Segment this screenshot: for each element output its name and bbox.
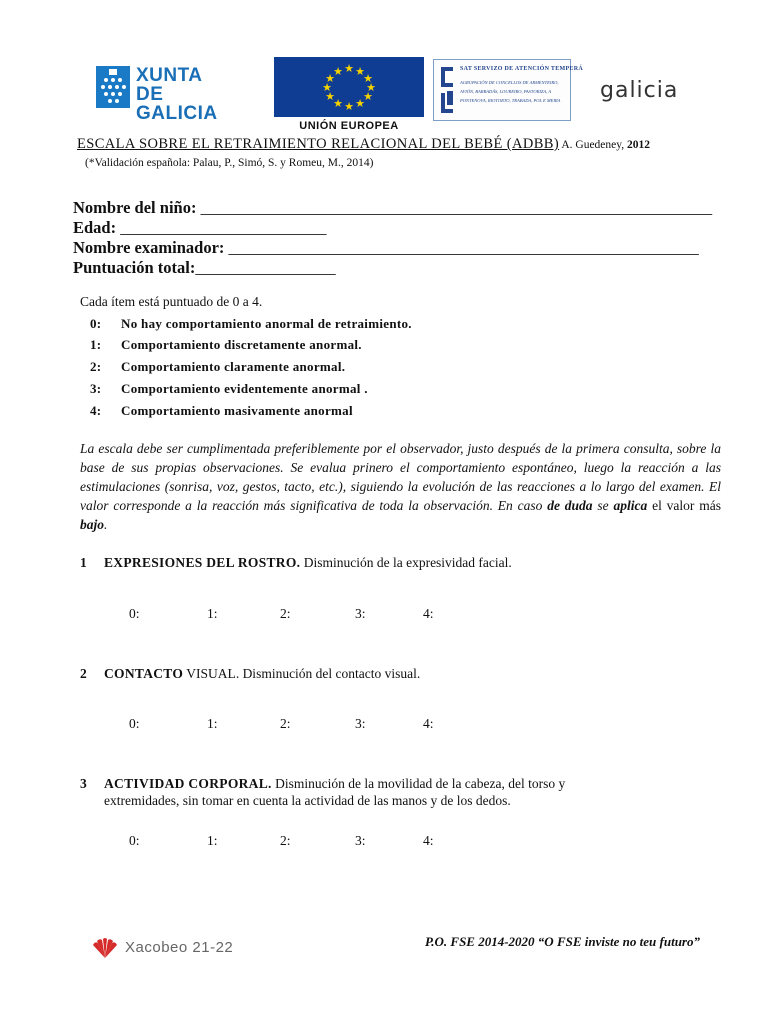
child-name-label: Nombre del niño: xyxy=(73,198,197,217)
total-score-blank[interactable]: _________________ xyxy=(195,258,336,277)
svg-text:★: ★ xyxy=(366,81,376,94)
score-option-3[interactable]: 3: xyxy=(355,716,366,731)
score-option-2[interactable]: 2: xyxy=(280,833,291,848)
item-number: 1 xyxy=(80,555,87,570)
xunta-logo xyxy=(96,65,246,124)
total-score-field[interactable] xyxy=(73,258,336,278)
title-main: ESCALA SOBRE EL RETRAIMIENTO RELACIONAL DEL BEBÉ (ADBB) xyxy=(77,136,560,152)
item-body-activity xyxy=(80,775,688,809)
eu-logo xyxy=(274,57,424,134)
item-description: . Disminución del contacto visual. xyxy=(235,666,421,681)
svg-text:★: ★ xyxy=(333,97,343,110)
score-option-2[interactable]: 2: xyxy=(280,716,291,731)
item-description: Disminución de la expresividad facial. xyxy=(300,555,512,570)
svg-text:★: ★ xyxy=(363,72,373,85)
child-name-blank[interactable]: ______________________________________________________________ xyxy=(196,198,713,217)
level-text: Comportamiento evidentemente anormal . xyxy=(121,381,368,396)
score-option-1[interactable]: 1: xyxy=(207,606,218,621)
score-option-3[interactable]: 3: xyxy=(355,833,366,848)
xunta-line1: XUNTA xyxy=(136,65,203,86)
eu-caption: UNIÓN EUROPEA xyxy=(299,120,399,132)
score-option-0[interactable]: 0: xyxy=(129,606,140,621)
score-option-4[interactable]: 4: xyxy=(423,606,434,621)
svg-text:★: ★ xyxy=(333,65,343,78)
level-row xyxy=(90,337,362,353)
item-facial-expressions xyxy=(80,554,688,571)
age-field[interactable] xyxy=(73,218,326,238)
item-number: 2 xyxy=(80,666,87,681)
level-text: Comportamiento claramente anormal. xyxy=(121,359,346,374)
score-option-4[interactable]: 4: xyxy=(423,833,434,848)
item-description: Disminución de la movilidad de la cabeza, del torso y xyxy=(271,776,566,791)
item-eye-contact xyxy=(80,665,688,682)
level-number: 2: xyxy=(90,359,102,374)
sat-title: SAT SERVIZO DE ATENCIÓN TEMPERÁ xyxy=(460,66,584,72)
item-name: ACTIVIDAD CORPORAL. xyxy=(104,776,272,791)
instructions-paragraph xyxy=(80,439,721,534)
svg-text:★: ★ xyxy=(344,62,354,75)
level-row xyxy=(90,403,353,419)
svg-text:★: ★ xyxy=(325,90,335,103)
xunta-shield-icon xyxy=(96,66,130,108)
score-option-3[interactable]: 3: xyxy=(355,606,366,621)
level-row xyxy=(90,316,412,332)
level-text: No hay comportamiento anormal de retraimiento. xyxy=(121,316,412,331)
eu-flag-icon xyxy=(274,57,424,117)
level-row xyxy=(90,381,368,397)
score-options[interactable] xyxy=(0,833,768,851)
instructions-bold-apply: aplica xyxy=(613,498,648,513)
sat-logo xyxy=(433,59,584,121)
child-name-field[interactable] xyxy=(73,198,712,218)
xunta-line2: DE GALICIA xyxy=(136,84,218,124)
svg-text:★: ★ xyxy=(363,90,373,103)
sat-lines: AGRUPACIÓN DE CONCELLOS DE ARMENTEIRO, AVIÓN, BARBADÁS, LOUREIRO, PASTORIZA, A PONTENOVA, RIOTORTO, TRABADA, POL E MEIRA xyxy=(460,80,561,103)
score-option-0[interactable]: 0: xyxy=(129,716,140,731)
svg-text:★: ★ xyxy=(355,65,365,78)
validation-note: (*Validación española: Palau, P., Simó, S. y Romeu, M., 2014) xyxy=(85,157,374,169)
level-number: 3: xyxy=(90,381,102,396)
instructions-text-2: se xyxy=(592,498,614,513)
score-option-1[interactable]: 1: xyxy=(207,833,218,848)
item-line xyxy=(80,775,688,792)
xacobeo-logo xyxy=(91,937,291,959)
document-title xyxy=(77,136,650,153)
title-year: 2012 xyxy=(627,139,651,151)
level-number: 1: xyxy=(90,337,102,352)
title-author: A. Guedeney, xyxy=(559,139,628,151)
galicia-logo: galicia xyxy=(600,78,679,103)
examiner-blank[interactable]: _________________________________________________________ xyxy=(224,238,699,257)
level-text: Comportamiento discretamente anormal. xyxy=(121,337,362,352)
level-number: 0: xyxy=(90,316,102,331)
instructions-bold-low: bajo xyxy=(80,517,105,532)
item-name-rest: VISUAL xyxy=(183,666,236,681)
level-number: 4: xyxy=(90,403,102,418)
instructions-text-3: el valor más xyxy=(647,498,721,513)
score-option-2[interactable]: 2: xyxy=(280,606,291,621)
examiner-field[interactable] xyxy=(73,238,699,258)
item-description-continued: extremidades, sin tomar en cuenta la actividad de las manos y de los dedos. xyxy=(104,793,511,808)
svg-text:★: ★ xyxy=(344,100,354,113)
item-number: 3 xyxy=(80,776,87,791)
age-blank[interactable]: _________________________ xyxy=(116,218,327,237)
item-name: EXPRESIONES DEL ROSTRO. xyxy=(104,555,301,570)
scallop-shell-icon xyxy=(91,937,119,959)
total-score-label: Puntuación total: xyxy=(73,258,196,277)
score-option-0[interactable]: 0: xyxy=(129,833,140,848)
level-text: Comportamiento masivamente anormal xyxy=(121,403,353,418)
examiner-label: Nombre examinador: xyxy=(73,238,225,257)
xunta-text xyxy=(136,66,246,123)
footer-note: P.O. FSE 2014-2020 “O FSE inviste no teu futuro” xyxy=(425,934,700,949)
item-name: CONTACTO xyxy=(104,666,184,681)
scoring-intro: Cada ítem está puntuado de 0 a 4. xyxy=(80,294,263,309)
svg-text:★: ★ xyxy=(325,72,335,85)
xacobeo-text: Xacobeo 21-22 xyxy=(125,939,234,956)
svg-text:★: ★ xyxy=(355,97,365,110)
score-option-4[interactable]: 4: xyxy=(423,716,434,731)
instructions-text: La escala debe ser cumplimentada preferiblemente por el observador, justo después de la primera consulta, sobre la base de sus propias observaciones. Se evalua prinero el comportamiento espontáneo, luego la reacción a las estimulaciones (sonrisa, voz, gestos, tacto, etc.), siguiendo la evolución de las reacciones a lo largo del examen. El valor corresponde a la reacción más significativa de toda la observación. En caso xyxy=(80,441,721,513)
svg-text:★: ★ xyxy=(322,81,332,94)
level-row xyxy=(90,359,345,375)
age-label: Edad: xyxy=(73,218,117,237)
score-options[interactable] xyxy=(0,716,768,734)
score-option-1[interactable]: 1: xyxy=(207,716,218,731)
instructions-end: . xyxy=(104,517,108,532)
instructions-bold-doubt: de duda xyxy=(547,498,593,513)
sat-mark-icon xyxy=(437,63,457,117)
score-options[interactable] xyxy=(0,606,768,624)
